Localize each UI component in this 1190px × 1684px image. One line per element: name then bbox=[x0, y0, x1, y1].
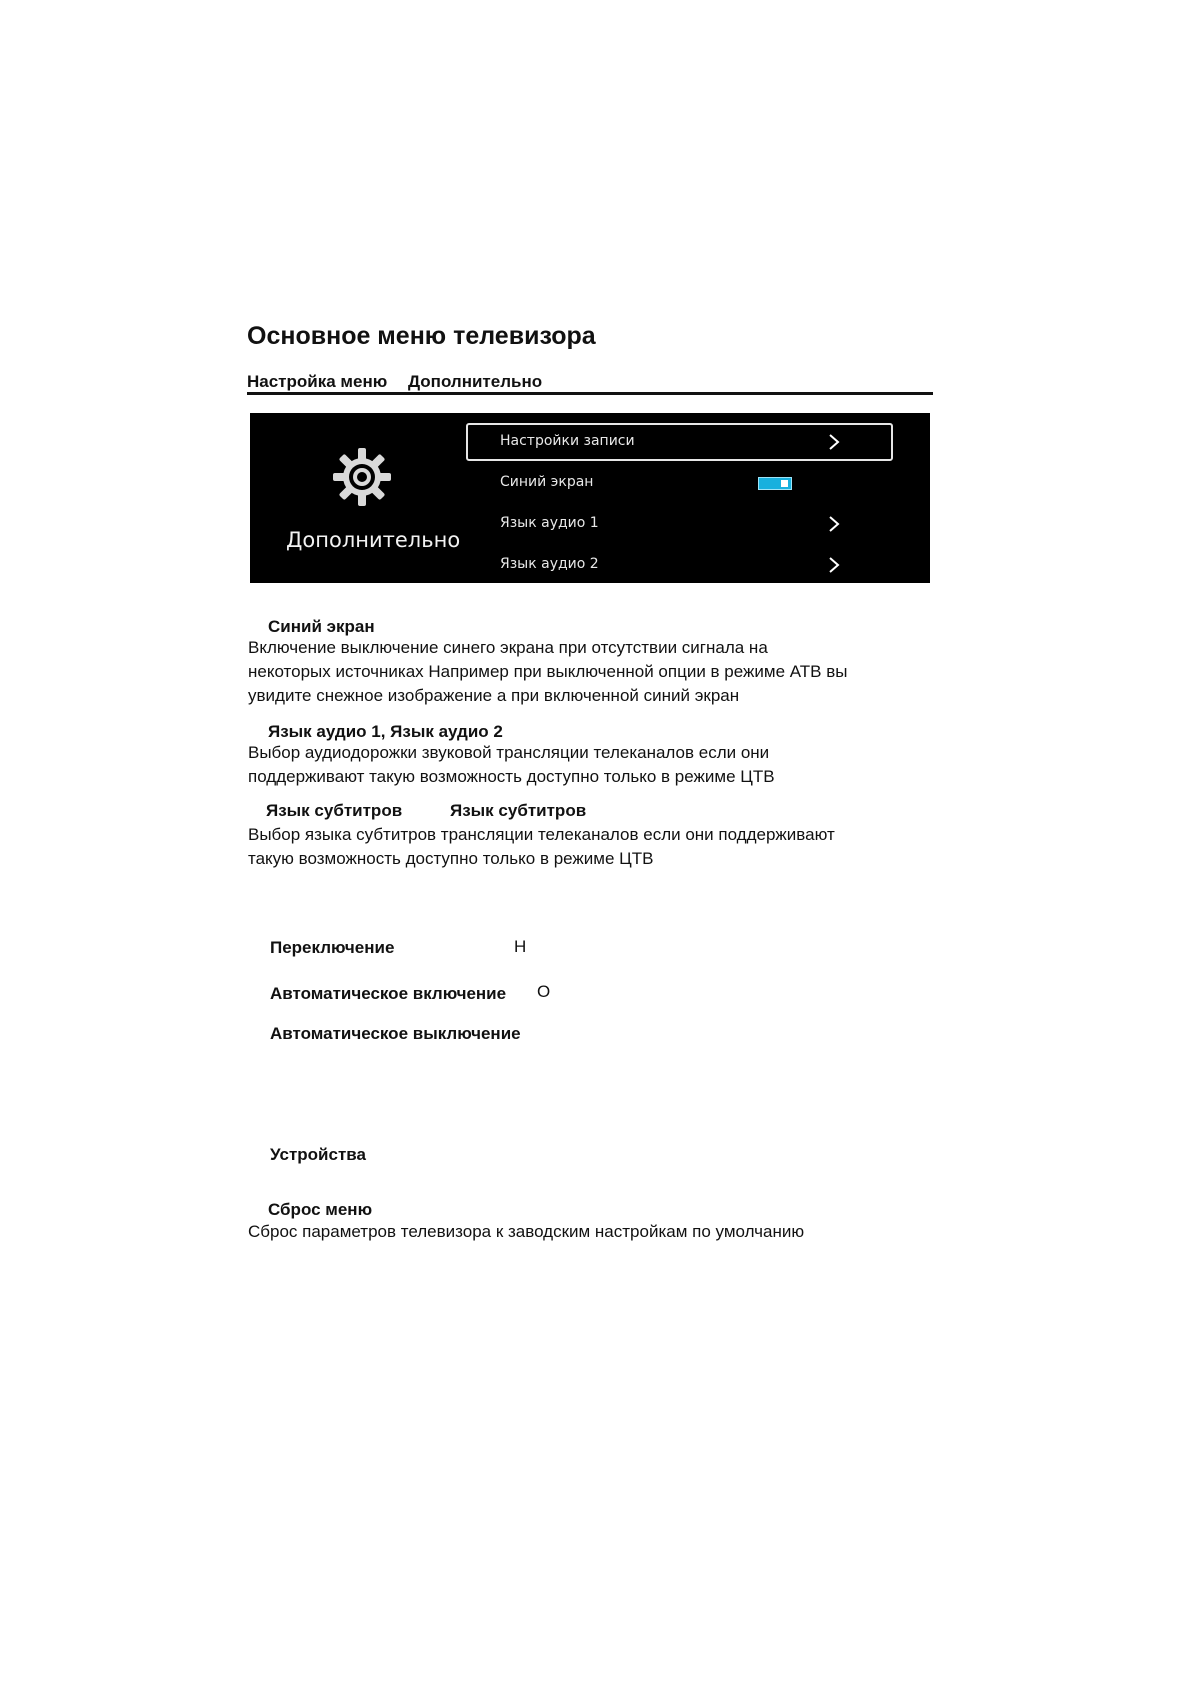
text-line: Выбор аудиодорожки звуковой трансляции телеканалов если они bbox=[248, 743, 770, 762]
text-line: некоторых источниках Например при выключенной опции в режиме АТВ вы bbox=[248, 662, 848, 681]
switching-trailing-text: Н bbox=[514, 937, 527, 956]
toggle-knob bbox=[781, 480, 788, 487]
tv-menu-item-label: Язык аудио 2 bbox=[500, 556, 599, 572]
gear-icon bbox=[331, 446, 393, 508]
heading-audio-language: Язык аудио 1, Язык аудио 2 bbox=[268, 722, 503, 741]
text-line: Выбор языка субтитров трансляции телеканалов если они поддерживают bbox=[248, 825, 835, 844]
breadcrumb-section: Настройка меню bbox=[247, 372, 388, 391]
tv-menu-item-label: Язык аудио 1 bbox=[500, 515, 599, 531]
heading-blue-screen: Синий экран bbox=[268, 617, 375, 636]
heading-devices: Устройства bbox=[270, 1145, 366, 1164]
paragraph-blue-screen bbox=[248, 636, 928, 708]
page-title: Основное меню телевизора bbox=[247, 322, 596, 350]
paragraph-audio-language bbox=[248, 741, 928, 789]
text-line: такую возможность доступно только в режиме ЦТВ bbox=[248, 849, 654, 868]
heading-subtitle-language-repeat: Язык субтитров bbox=[450, 801, 587, 820]
paragraph-menu-reset bbox=[248, 1220, 928, 1244]
text-line: Сброс параметров телевизора к заводским настройкам по умолчанию bbox=[248, 1222, 805, 1241]
text-line: Включение выключение синего экрана при отсутствии сигнала на bbox=[248, 638, 768, 657]
tv-menu-screenshot bbox=[250, 413, 930, 583]
breadcrumb bbox=[247, 372, 933, 395]
heading-subtitle-language: Язык субтитров bbox=[266, 801, 403, 820]
chevron-right-icon bbox=[827, 432, 841, 452]
chevron-right-icon bbox=[827, 555, 841, 575]
chevron-right-icon bbox=[827, 514, 841, 534]
tv-menu-item-label: Синий экран bbox=[500, 474, 594, 490]
tv-menu-list bbox=[466, 423, 893, 587]
paragraph-subtitle-language bbox=[248, 823, 928, 871]
breadcrumb-subsection: Дополнительно bbox=[407, 372, 543, 391]
tv-menu-item-recording-settings[interactable] bbox=[466, 423, 893, 461]
text-line: поддерживают такую возможность доступно только в режиме ЦТВ bbox=[248, 767, 775, 786]
auto-on-trailing-text: О bbox=[537, 982, 551, 1001]
heading-switching: Переключение bbox=[270, 938, 395, 957]
blue-screen-toggle[interactable] bbox=[758, 477, 792, 490]
heading-menu-reset: Сброс меню bbox=[268, 1200, 373, 1219]
heading-auto-on: Автоматическое включение bbox=[270, 984, 507, 1003]
tv-menu-item-label: Настройки записи bbox=[500, 433, 635, 449]
tv-menu-item-audio-language-1[interactable] bbox=[466, 505, 893, 543]
tv-menu-item-blue-screen[interactable] bbox=[466, 464, 893, 502]
tv-menu-item-audio-language-2[interactable] bbox=[466, 546, 893, 584]
text-line: увидите снежное изображение а при включенной синий экран bbox=[248, 686, 740, 705]
tv-menu-category-label: Дополнительно bbox=[286, 528, 461, 552]
heading-auto-off: Автоматическое выключение bbox=[270, 1024, 521, 1043]
